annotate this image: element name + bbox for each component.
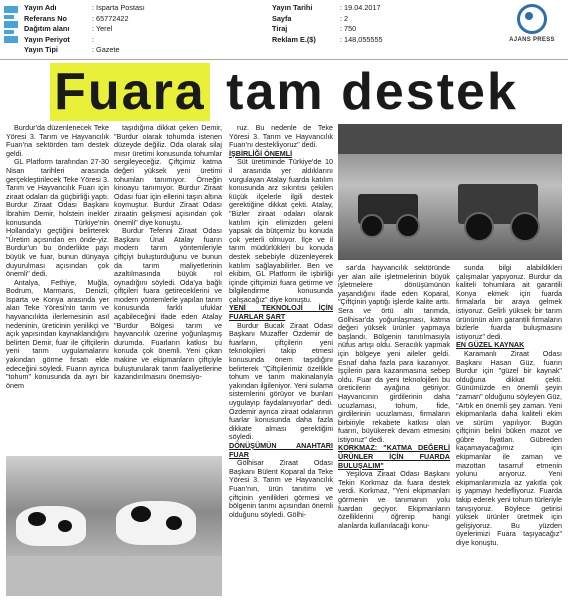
ground	[6, 556, 222, 596]
column-3	[229, 124, 333, 596]
paragraph: ruz. Bu nedenle de Teke Yöresi 3. Tarım ve Hayvancılık Fuarı'nı destekliyoruz" dedi.	[229, 124, 333, 150]
subheading: YENİ TEKNOLOJİ İÇİN FUARLAR ŞART	[229, 303, 333, 322]
subheading: KORKMAZ: "KATMA DEĞERLİ ÜRÜNLER İÇİN FUARDA BULUŞALIM"	[338, 443, 450, 470]
paragraph: sar'da hayvancılık sektöründe yer alan aile işletmelerinin büyük işletmelere dönüşümünün yaşandığını ifade eden Koparal, "Çiftçinin yaptığı işlerde kalite arttı. Sera ve örtü altı tarımda, Gölhisar'da yoğunlaşması, katma değeri yüksek ürünler yapmaya başlandı. Bölgenin tanıtılmasıyla nüfus artışı oldu. Seracılık yapmak için bölgeye yeni aileler geldi. Esnaf daha fazla para kazanıyor. İşçilerin para kazanmasına sebep oldu. Fuar da yeni teknolojileri bu üreticilerin ayağına getiriyor. Hayvancının girdilerinin daha ucuzlaması, tohum, fide, girdilerinin ucuzlaması, firmaların birbiriyle rekabete katkısı olan fuarın, büyükerek devam etmesini istiyoruz" dedi.	[338, 264, 450, 444]
paragraph: Süt üretiminde Türkiye'de 10 il arasında yer aldıklarını vurgulayan Atalay fuarda katılım konusunda arz sıkıntısı çekilen küçük ilçelerle ilgili destek gerektiğine dikkat çekti. Atalay, "Bizler ziraat odaları olarak katılım için elimizden geleni yapsak da bütçemiz bu konuda çok yeterli olmuyor. İlçe ve il tarım müdürlükleri bu konuda destek sebebiyle düzenleyerek katılım sağlayabilirler. Ben ve ekibim, GL Platform ile işbirliği içinde çiftçimizi fuara getirme ve bilgilendirme konusunda çalışacağız" diye konuştu.	[229, 157, 333, 304]
ajans-press-logo: AJANS PRESS	[508, 4, 556, 56]
column-4	[338, 264, 450, 596]
paragraph: Burdur Bucak Ziraat Odası Başkanı Muzaffer Özdemir de fuarların, çiftçilerin yeni teknolojileri takip etmesi konusunda önem taşıdığını belirterek "Çiftçilerimiz özellikle tohum ve tarım makinalarıyla yakından ilgileniyor. Yeni sulama sistemlerini görüyor ve bunları uygulayıp faydalanıyorlar" dedi. Özdemir ayrıca ziraat odalarının fuarlar konusunda daha fazla dikkate alması gerektiğini söyledi.	[229, 320, 333, 442]
cow-spot	[131, 506, 151, 522]
fair-photo	[338, 124, 562, 260]
column-1	[6, 124, 109, 456]
paragraph: Karamanlı Ziraat Odası Başkanı Hasan Güz, fuarın Burdur için "güzel bir kaynak" olduğuna dikkat çekti. Günümüzde en önemli şeyin "zaman" olduğunu söyleyen Güz, "Artık en önemli şey zaman. Yeni ekipmanlarla daha kaliteli ekim ve sürüm yapılıyor. Bugün çiftçinin belini büken mazot ve gübre fiyatları. Gübreden kaçamayacağımız için ekipmanlar ile zaman ve mazottan tasarruf etmenin yolunu arıyoruz. Yeni ekipmanlarımızla az yakıtla çok iş yapmayı hedefliyoruz. Fuarda takip ederek yeni tohum türleriyle tanışıyoruz. Böylece getirisi yüksek ürünler üretmek için gelişiyoruz. Bu yüzden üyelerimizi Fuara taşıyacağız" diye konuştu.	[456, 348, 562, 547]
column-2	[114, 124, 222, 456]
headline-rest: tam destek	[209, 63, 518, 121]
hall-ceiling	[338, 124, 562, 154]
wheel-shape	[464, 212, 494, 242]
ajans-press-logo-icon	[517, 4, 547, 34]
paragraph: Antalya, Fethiye, Muğla, Bodrum, Marmaris, Denizli, Isparta ve Konya arasında yer alan Teke Yöresi'nin tarım ve hayvancılıkta ilerlemesinin asıl nedeninin, üreticinin yenilikçi ve açık yapısından kaynaklandığını belirten Demir, fuar ile çiftçilerin yeni tarım uygulamalarını yakından görme fırsatı elde edeceğini söyledi. Fuarın ayrıca "tohum" konusunda da ayrı bir önem	[6, 277, 109, 390]
cow-spot	[28, 512, 46, 526]
paragraph: sunda bilgi alabildikleri çalışmalar yapıyoruz. Burdur da kaliteli tohumlara ait garantili Konya ekmek için fuarda firmalarla bir araya gelmek istiyoruz. Gelirli yüksek bir tarım ürününün alım garantili firmaların bizlerle fuarda buluşmasını istiyoruz" dedi.	[456, 264, 562, 341]
subheading: İŞBİRLİĞİ ÖNEMLİ	[229, 148, 293, 158]
paragraph: Burdur'da düzenlenecek Teke Yöresi 3. Tarım ve Hayvancılık Fuarı'na sektörden tam destek geldi.	[6, 124, 109, 158]
subheading: DÖNÜŞÜMÜN ANAHTARI FUAR	[229, 440, 333, 459]
newspaper-icon	[4, 6, 18, 48]
cow-shape	[116, 501, 196, 545]
paragraph: Yeşilova Ziraat Odası Başkanı Tekin Korkmaz da fuara destek verdi. Korkmaz, "Yeni ekipmanları görmenin ve tanımanın yolu fuardan geçiyor. Ekipmanların özelliklerini öğrenip hangi alanlarda kullanılacağı konu-	[338, 469, 450, 530]
paragraph: Gölhisar Ziraat Odası Başkanı Bülent Koparal da Teke Yöresi 3. Tarım ve Hayvancılık Fuarı'nın, ürün tanıtımı ve çiftçinin yenilikleri görmesi ve bölgenin tarımı açısından önemli olduğunu söyledi. Gölhi-	[229, 458, 333, 519]
headline-highlight: Fuara	[50, 63, 210, 121]
subheading: EN GÜZEL KAYNAK	[456, 340, 525, 350]
header-left-meta: Yayın Adı : Isparta Postası Referans No : 65772422 Dağıtım alanı : Yerel Yayın Periyot : Yayın Tipi : Gazete	[24, 3, 145, 54]
cow-spot	[166, 516, 182, 530]
paragraph: GL Platform tarafından 27-30 Nisan tarihleri arasında gerçekleştirilecek Teke Yöresi 3. Tarım ve Hayvancılık Fuarı için ziraat odaları da güçbirliği yaptı. Burdur Ziraat Odası Başkanı İbrahim Demir, holstein inekler konusunda Türkiye'nin Hollanda'yı geçtiğini belirterek "Üretim açısından en önde-yiz. Burdur'un bu önderlikte payı büyük ve fuar, bunun dünyaya duyurulması açısından çok önemli" dedi.	[6, 157, 109, 279]
cow-spot	[58, 520, 72, 532]
article-headline	[0, 62, 568, 122]
paragraph: taşıdığına dikkat çeken Demir, "Burdur olarak tohumda istenen düzeyde değiliz. Oda olarak silaj mısır üretimi konusunda tohumlar sergileyeceğiz. Çiftçimiz katma değeri yüksek yeni üretimi tohumları tanımıyor. Örneğin kinoayu tanımıyor. Burdur Ziraat Odası fuar için ellerini taşın altına koymuştur. Burdur Ziraat Odası ziraatin gelişmesi açısından çok önemli" diye konuştu.	[114, 124, 222, 227]
cattle-photo	[6, 456, 222, 596]
header-right-meta: Yayın Tarihi : 19.04.2017 Sayfa : 2 Tiraj : 750 Reklam E.($) : 148,055555	[272, 3, 383, 44]
wheel-shape	[510, 212, 540, 242]
column-5	[456, 264, 562, 596]
wheel-shape	[396, 214, 420, 238]
clipping-header	[0, 0, 568, 57]
header-divider	[0, 59, 568, 60]
paragraph: Burdur Tefenni Ziraat Odası Başkanı Ünal Atalay fuarın modern tarım yöntemleriyle çiftçiyi buluşturduğunu ve bunun da tarım maliyetlerinin azaltılmasında büyük rol oynadığını söyledi. Oda'ya bağlı çiftçileri fuara getireceklerini ve modern yöntemlerle yapılan tarım konusunda farklı ufuklar açabileceğini ifade eden Atalay "Burdur Bölgesi tarım ve hayvancılık üzerine yoğunlaşmış durumda. Fuarların katkısı bu konuda çok önemli. Yeni çıkan makine ve ekipmanların çiftçiyle buluşturularak tarım faaliyetlerine kazandırılmasını önemsiyo-	[114, 226, 222, 382]
wheel-shape	[360, 214, 384, 238]
cow-shape	[16, 506, 86, 546]
